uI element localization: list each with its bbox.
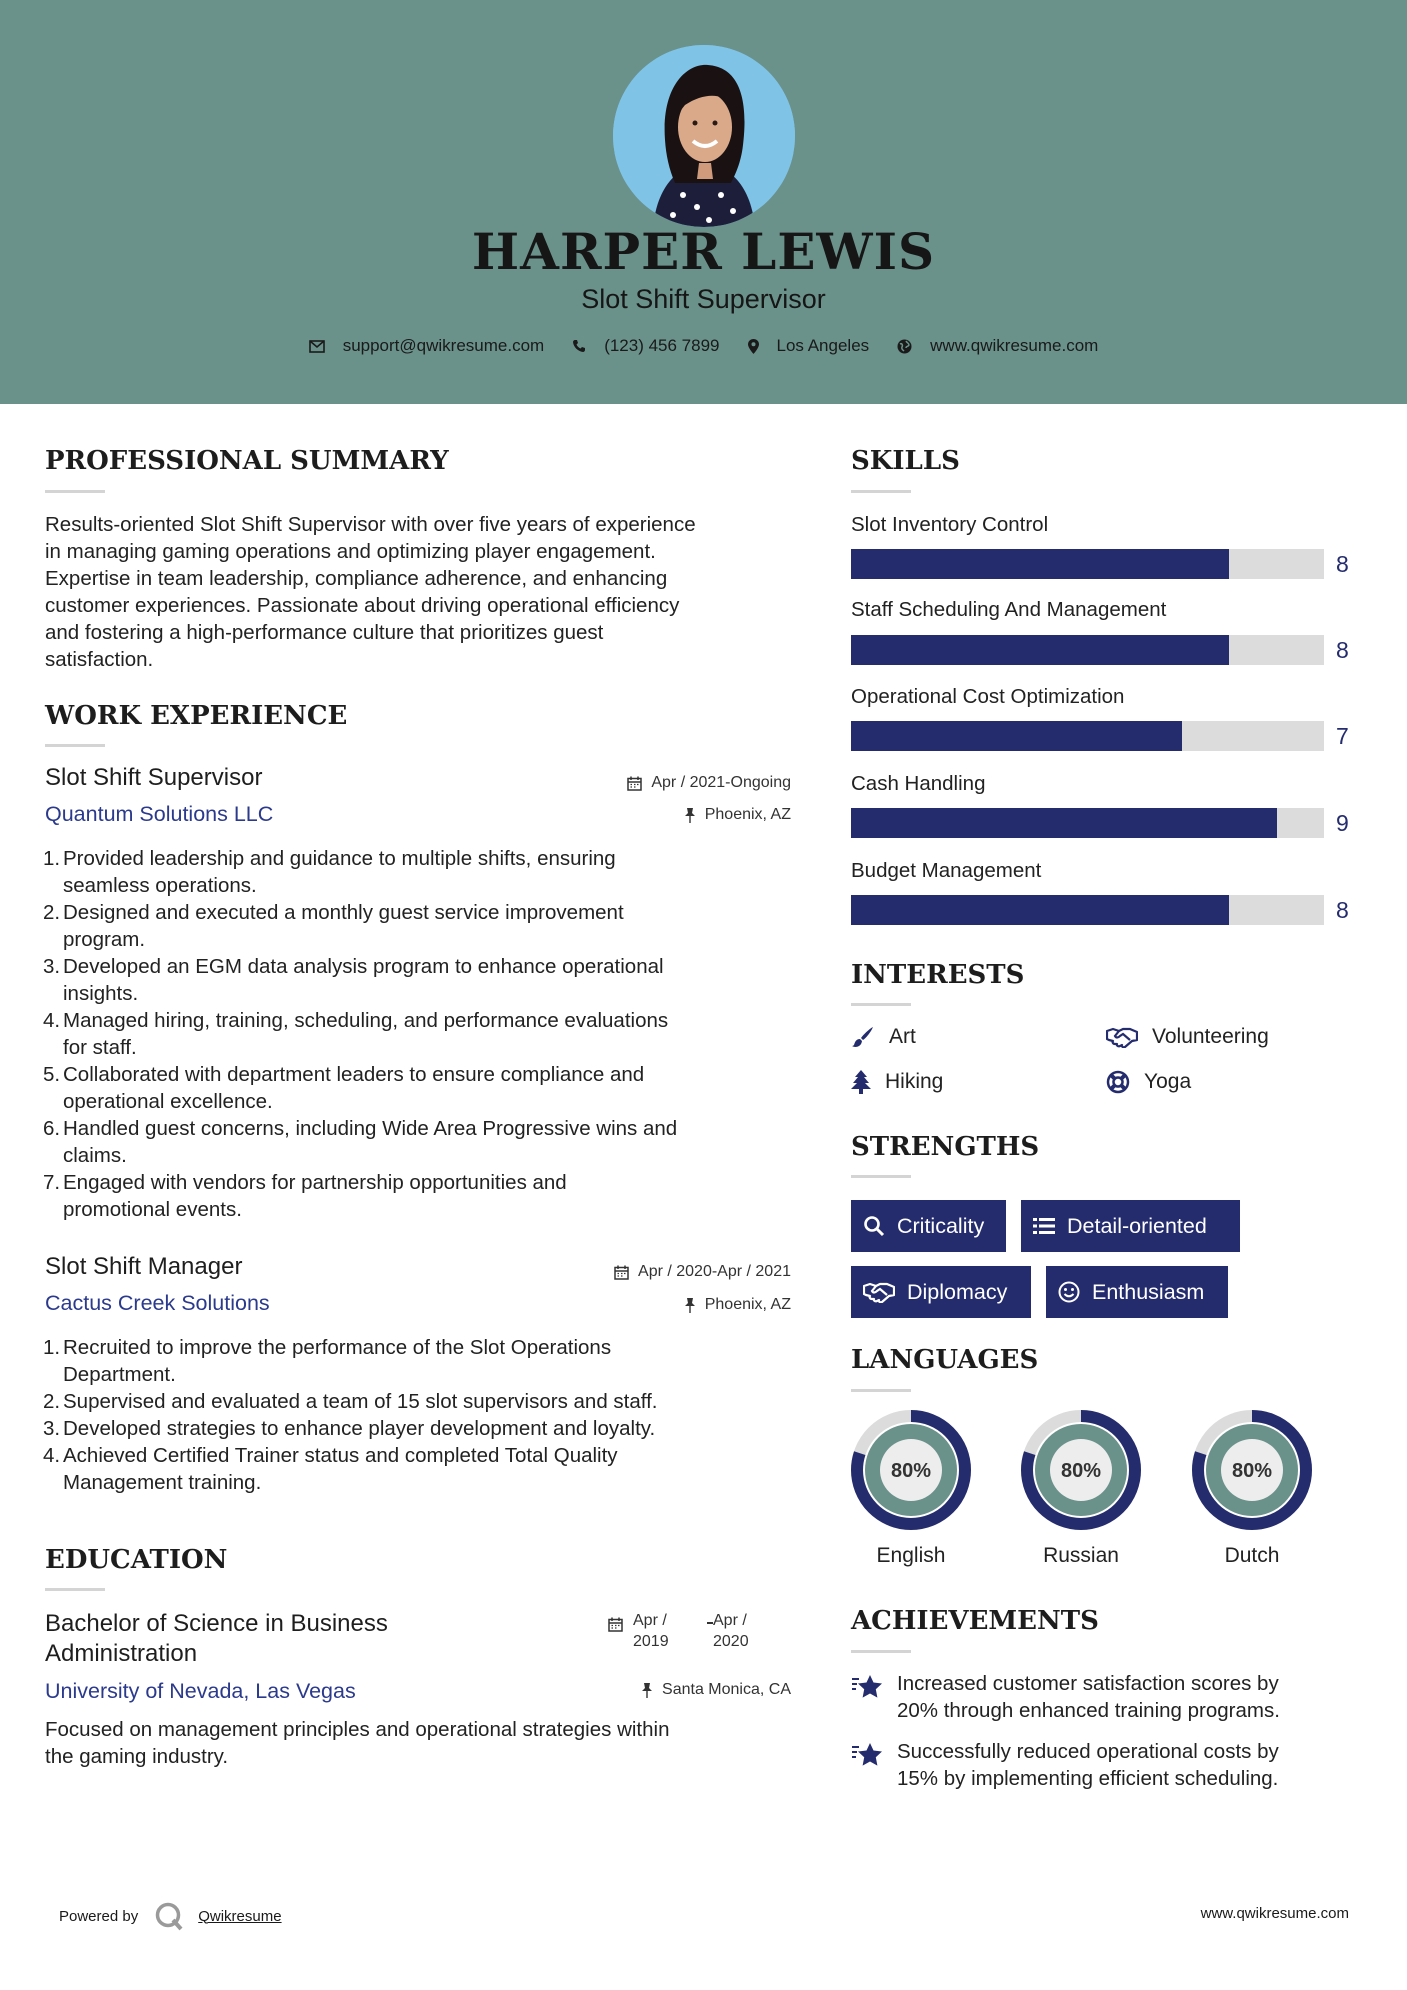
edu-desc-line: the gaming industry. [45, 1745, 229, 1768]
summary-line: in managing gaming operations and optimizing player engagement. [45, 540, 656, 563]
language-ring [1019, 1408, 1143, 1532]
list-number: 4. [43, 1444, 61, 1467]
language-item [1019, 1408, 1143, 1537]
strengths-rule [851, 1175, 911, 1178]
qwikresume-logo-icon [154, 1901, 184, 1931]
list-item [45, 1061, 805, 1115]
duty-line: seamless operations. [63, 874, 257, 897]
job-title: Slot Shift Manager [45, 1253, 243, 1280]
resume-header [0, 0, 1407, 404]
phone-icon [572, 339, 586, 353]
skill-bar [851, 895, 1324, 925]
list-number: 1. [43, 1336, 61, 1359]
contact-website[interactable] [897, 336, 1098, 356]
achievements-rule [851, 1650, 911, 1653]
skill-score: 7 [1336, 723, 1349, 749]
skill-score: 8 [1336, 897, 1349, 923]
strength-label: Enthusiasm [1092, 1279, 1205, 1304]
duty-line: Recruited to improve the performance of the Slot Operations [63, 1336, 612, 1359]
interest-label: Yoga [1144, 1070, 1192, 1093]
summary-text [45, 511, 805, 673]
contact-phone-text: (123) 456 7899 [604, 336, 720, 355]
star-badge-icon [851, 1742, 883, 1768]
duties-list [45, 845, 805, 1223]
skill-score: 9 [1336, 810, 1349, 836]
lifering-icon [1106, 1070, 1130, 1094]
language-name: English [876, 1544, 946, 1567]
list-icon [1033, 1217, 1055, 1235]
job-location [684, 1296, 791, 1314]
envelope-icon [309, 340, 325, 353]
languages-heading: LANGUAGES [851, 1345, 1039, 1375]
achievement-line: Increased customer satisfaction scores by [897, 1672, 1279, 1695]
strength-label: Diplomacy [907, 1279, 1008, 1304]
skill-bar-fill [851, 549, 1229, 579]
skill-name: Operational Cost Optimization [851, 685, 1125, 708]
job-title: Slot Shift Supervisor [45, 764, 263, 791]
handshake-icon [863, 1281, 895, 1303]
achievements-heading: ACHIEVEMENTS [851, 1606, 1099, 1636]
contact-website-text: www.qwikresume.com [930, 336, 1099, 355]
location-pin-icon [748, 339, 759, 354]
calendar-icon [608, 1617, 623, 1632]
skill-name: Staff Scheduling And Management [851, 598, 1167, 621]
candidate-name: HARPER LEWIS [471, 222, 936, 281]
job-dates [627, 774, 791, 792]
pushpin-icon [684, 808, 696, 823]
calendar-icon-wrap [608, 1617, 623, 1637]
skill-bar-fill [851, 721, 1182, 751]
globe-icon [897, 339, 912, 354]
experience-rule [45, 744, 105, 747]
list-item [45, 1388, 805, 1415]
language-ring [1190, 1408, 1314, 1532]
list-number: 1. [43, 847, 61, 870]
skill-name: Slot Inventory Control [851, 513, 1049, 536]
contact-location-text: Los Angeles [776, 336, 870, 355]
job-dates-text: Apr / 2020-Apr / 2021 [638, 1263, 791, 1280]
duty-line: Designed and executed a monthly guest service improvement [63, 901, 624, 924]
profile-photo [613, 45, 795, 227]
edu-start-date [633, 1610, 669, 1652]
tree-icon [851, 1070, 871, 1094]
duties-list [45, 1334, 805, 1496]
duty-line: Provided leadership and guidance to multiple shifts, ensuring [63, 847, 616, 870]
paintbrush-icon [851, 1025, 875, 1049]
list-number: 4. [43, 1009, 61, 1032]
edu-end-date [713, 1610, 749, 1652]
duty-line: Department. [63, 1363, 176, 1386]
education-description [45, 1716, 805, 1770]
achievement-line: Successfully reduced operational costs by [897, 1740, 1279, 1763]
job-location [684, 806, 791, 824]
list-number: 3. [43, 1417, 61, 1440]
edu-end-month: Apr / [713, 1612, 747, 1629]
list-number: 3. [43, 955, 61, 978]
footer-url[interactable]: www.qwikresume.com [1200, 1905, 1349, 1922]
skill-bar-fill [851, 635, 1229, 665]
achievement-line: 15% by implementing efficient scheduling. [897, 1767, 1279, 1790]
achievement-line: 20% through enhanced training programs. [897, 1699, 1280, 1722]
company-name: Quantum Solutions LLC [45, 802, 274, 826]
skill-name: Budget Management [851, 859, 1042, 882]
duty-line: Managed hiring, training, scheduling, and performance evaluations [63, 1009, 669, 1032]
job-location-text: Phoenix, AZ [704, 806, 791, 823]
job-dates-text: Apr / 2021-Ongoing [651, 774, 791, 791]
skill-score: 8 [1336, 637, 1349, 663]
candidate-title: Slot Shift Supervisor [581, 284, 826, 314]
calendar-icon [627, 776, 642, 791]
duty-line: claims. [63, 1144, 127, 1167]
interests-heading: INTERESTS [851, 960, 1025, 990]
language-name: Dutch [1224, 1544, 1280, 1567]
summary-line: Results-oriented Slot Shift Supervisor with over five years of experience [45, 513, 696, 536]
list-item [45, 1169, 805, 1223]
edu-desc-line: Focused on management principles and operational strategies within [45, 1718, 670, 1741]
degree-line: Administration [45, 1640, 198, 1667]
list-number: 2. [43, 901, 61, 924]
duty-line: Developed an EGM data analysis program to enhance operational [63, 955, 664, 978]
skill-bar-fill [851, 895, 1229, 925]
list-item [45, 953, 805, 1007]
list-item [45, 1442, 805, 1496]
summary-line: and fostering a high-performance culture that prioritizes guest [45, 621, 604, 644]
interest-item [1106, 1070, 1191, 1094]
footer-powered-by [59, 1901, 282, 1931]
list-item [45, 1415, 805, 1442]
strengths-heading: STRENGTHS [851, 1132, 1040, 1162]
list-number: 7. [43, 1171, 61, 1194]
list-item [45, 899, 805, 953]
achievement-item [851, 1738, 1371, 1792]
powered-by-label: Powered by [59, 1907, 139, 1925]
experience-heading: WORK EXPERIENCE [45, 701, 348, 731]
star-badge-icon [851, 1674, 883, 1700]
interests-rule [851, 1003, 911, 1006]
search-icon [863, 1215, 885, 1237]
list-item [45, 1007, 805, 1061]
handshake-icon [1106, 1026, 1138, 1048]
duty-line: for staff. [63, 1036, 137, 1059]
list-number: 6. [43, 1117, 61, 1140]
edu-start-month: Apr / [633, 1612, 667, 1629]
summary-heading: PROFESSIONAL SUMMARY [45, 446, 449, 476]
duty-line: Management training. [63, 1471, 262, 1494]
summary-line: satisfaction. [45, 648, 154, 671]
duty-line: operational excellence. [63, 1090, 273, 1113]
duty-line: promotional events. [63, 1198, 242, 1221]
pushpin-icon [641, 1683, 653, 1698]
skill-score: 8 [1336, 551, 1349, 577]
list-number: 5. [43, 1063, 61, 1086]
school-name: University of Nevada, Las Vegas [45, 1679, 356, 1703]
list-item [45, 1115, 805, 1169]
strength-label: Detail-oriented [1067, 1213, 1207, 1238]
edu-location-text: Santa Monica, CA [662, 1681, 791, 1698]
skill-bar [851, 808, 1324, 838]
strength-badge [1046, 1266, 1228, 1318]
duty-line: Developed strategies to enhance player development and loyalty. [63, 1417, 656, 1440]
job-dates [614, 1263, 791, 1281]
skill-bar [851, 721, 1324, 751]
degree-line: Bachelor of Science in Business [45, 1610, 388, 1637]
skill-bar-fill [851, 808, 1277, 838]
duty-line: insights. [63, 982, 139, 1005]
interest-label: Hiking [885, 1070, 944, 1093]
smile-icon [1058, 1281, 1080, 1303]
contact-location [748, 336, 870, 356]
achievement-text [897, 1670, 1280, 1724]
duty-line: program. [63, 928, 146, 951]
calendar-icon [614, 1265, 629, 1280]
strength-badge [851, 1266, 1031, 1318]
education-heading: EDUCATION [45, 1545, 228, 1575]
job-location-text: Phoenix, AZ [704, 1296, 791, 1313]
skill-bar [851, 549, 1324, 579]
list-item [45, 1334, 805, 1388]
edu-end-year: 2020 [713, 1633, 749, 1650]
contact-phone[interactable] [572, 336, 719, 356]
duty-line: Achieved Certified Trainer status and completed Total Quality [63, 1444, 618, 1467]
company-name: Cactus Creek Solutions [45, 1291, 270, 1315]
interest-label: Volunteering [1152, 1025, 1269, 1048]
language-percent: 80% [890, 1460, 932, 1482]
strength-badge [1021, 1200, 1240, 1252]
language-item [1190, 1408, 1314, 1537]
skill-name: Cash Handling [851, 772, 986, 795]
edu-start-year: 2019 [633, 1633, 669, 1650]
list-item [45, 845, 805, 899]
achievement-text [897, 1738, 1279, 1792]
duty-line: Engaged with vendors for partnership opportunities and [63, 1171, 567, 1194]
degree-title [45, 1609, 388, 1669]
language-item [849, 1408, 973, 1537]
summary-rule [45, 490, 105, 493]
language-percent: 80% [1060, 1460, 1102, 1482]
language-ring [849, 1408, 973, 1532]
contact-row [0, 336, 1407, 356]
pushpin-icon [684, 1298, 696, 1313]
languages-rule [851, 1389, 911, 1392]
edu-location [641, 1681, 791, 1699]
interest-item [851, 1025, 916, 1049]
list-number: 2. [43, 1390, 61, 1413]
language-percent: 80% [1231, 1460, 1273, 1482]
contact-email-text: support@qwikresume.com [342, 336, 545, 355]
language-name: Russian [1043, 1544, 1119, 1567]
duty-line: Handled guest concerns, including Wide Area Progressive wins and [63, 1117, 678, 1140]
duty-line: Supervised and evaluated a team of 15 slot supervisors and staff. [63, 1390, 658, 1413]
interest-label: Art [889, 1025, 916, 1048]
skills-heading: SKILLS [851, 446, 960, 476]
profile-photo-image [613, 45, 795, 227]
strength-badge [851, 1200, 1006, 1252]
contact-email[interactable] [309, 336, 545, 356]
summary-line: Expertise in team leadership, compliance adherence, and enhancing [45, 567, 668, 590]
skill-bar [851, 635, 1324, 665]
interest-item [1106, 1025, 1269, 1049]
interest-item [851, 1070, 943, 1094]
strength-label: Criticality [897, 1213, 985, 1238]
brand-link[interactable]: Qwikresume [198, 1907, 282, 1925]
duty-line: Collaborated with department leaders to ensure compliance and [63, 1063, 645, 1086]
summary-line: customer experiences. Passionate about driving operational efficiency [45, 594, 680, 617]
education-rule [45, 1588, 105, 1591]
achievement-item [851, 1670, 1371, 1724]
skills-rule [851, 490, 911, 493]
